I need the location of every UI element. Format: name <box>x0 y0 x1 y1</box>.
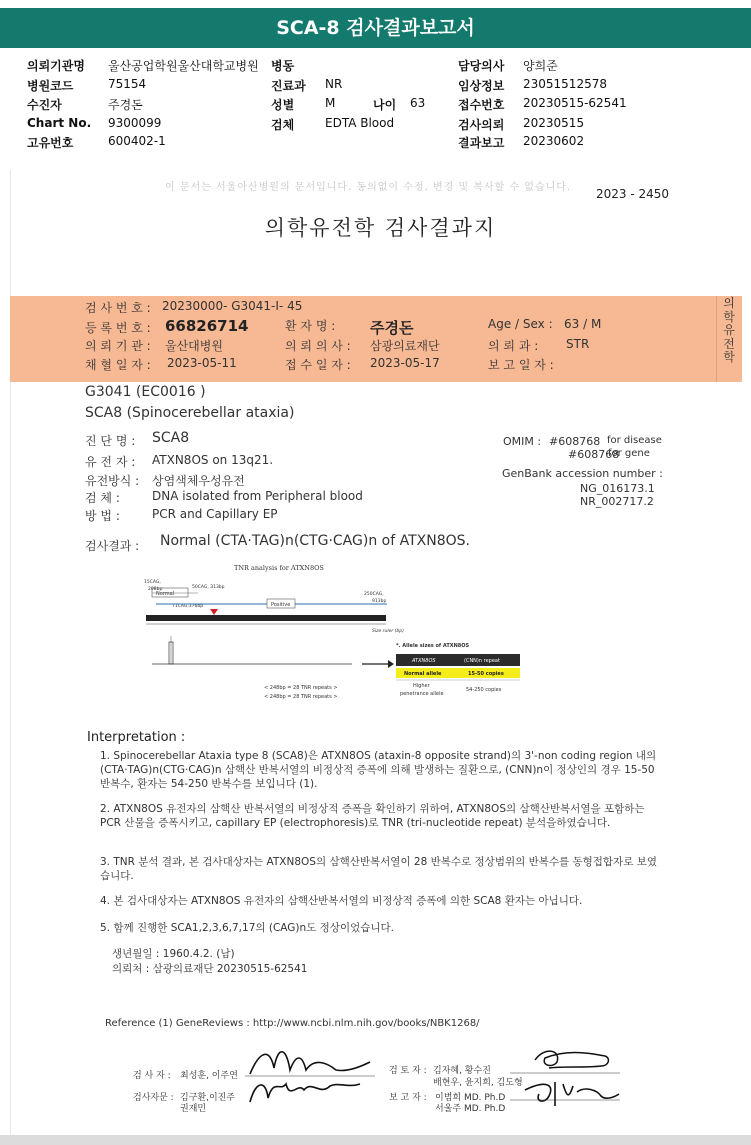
value-request-date: 20230515 <box>523 116 585 130</box>
genbank-label: GenBank accession number : <box>502 467 663 480</box>
reg-no-label: 등 록 번 호 : <box>85 321 151 335</box>
value-specimen: EDTA Blood <box>325 116 395 130</box>
interpretation-paragraph-1: 1. Spinocerebellar Ataxia type 8 (SCA8)은 ATXN8OS (ataxin-8 opposite strand)의 3'-non coding region 내의 (CTA·TAG)n(CTG·CAG)n 삼핵산 반복서열의 비정상적 증폭에 의해 발생하는 질환으로, (CNN)n이 정상인의 경우 15-50 반복수, 환자는 54-250 반복수를 보입니다 (1). <box>100 750 657 790</box>
gene: ATXN8OS on 13q21. <box>152 453 274 467</box>
fig-label-normal: Normal <box>156 591 175 597</box>
label-ward: 병동 <box>271 59 295 73</box>
interpretation-paragraph-5: 5. 함께 진행한 SCA1,2,3,6,7,17의 (CAG)n도 정상이었습니다. <box>100 922 394 934</box>
advisor-2: 권재민 <box>180 1104 207 1114</box>
omim-gene-note: for gene <box>608 448 650 459</box>
dept-label: 의 뢰 과 : <box>488 339 539 353</box>
label-specimen: 검체 <box>271 118 295 132</box>
bottom-strip <box>0 1135 751 1145</box>
age-sex: 63 / M <box>564 317 602 331</box>
interpretation-paragraph-4: 4. 본 검사대상자는 ATXN8OS 유전자의 삼핵산반복서열의 비정상적 증폭에 의한 SCA8 환자는 아닙니다. <box>100 895 583 907</box>
collect-date: 2023-05-11 <box>167 356 237 370</box>
doctor: 삼광의료재단 <box>370 339 440 353</box>
examiner-signatures <box>240 1040 380 1115</box>
size-ruler-bar <box>146 615 386 621</box>
allele-table-title: *. Allele sizes of ATXN8OS <box>396 643 470 649</box>
allele-higher-label-a: Higher <box>413 683 430 689</box>
inst: 울산대병원 <box>165 339 223 353</box>
allele-higher-label-b: penetrance allele <box>400 691 444 697</box>
value-clinical-info: 23051512578 <box>523 77 607 91</box>
document-number: 2023 - 2450 <box>596 187 670 201</box>
diag: SCA8 <box>152 430 190 446</box>
omim-label: OMIM : <box>503 435 542 448</box>
inst-label: 의 뢰 기 관 : <box>85 339 151 353</box>
receive-date: 2023-05-17 <box>370 356 440 370</box>
fig-label-15cag: 15CAG, <box>144 580 161 585</box>
examiner: 최성훈, 이주연 <box>180 1071 238 1081</box>
allele-normal-label: Normal allele <box>404 671 442 677</box>
fig-label-913bp: 913bp <box>372 599 387 604</box>
label-report-date: 결과보고 <box>458 136 505 150</box>
reporter-label: 보 고 자 : <box>389 1093 427 1103</box>
interpretation-title: Interpretation : <box>87 730 186 745</box>
genbank-1: NG_016173.1 <box>580 482 655 495</box>
method-label: 방 법 : <box>85 509 120 523</box>
reporter-2: 서울주 MD. Ph.D <box>435 1104 506 1114</box>
collect-label: 채 혈 일 자 : <box>85 358 151 372</box>
birth-date: 생년월일 : 1960.4.2. (남) <box>112 948 235 960</box>
value-department: NR <box>325 77 343 91</box>
result-label: 검사결과 : <box>85 539 140 553</box>
arrow-head <box>388 660 394 668</box>
interpretation-paragraph-2: 2. ATXN8OS 유전자의 삼핵산 반복서열의 비정상적 증폭을 확인하기 위하여, ATXN8OS의 삼핵산반복서열을 포함하는 PCR 산물을 증폭시키고, capillary EP (electrophoresis)로 TNR (tri-nucleotide repeat) 분석을하였습니다. <box>100 803 645 829</box>
allele-normal-copies: 15-50 copies <box>468 671 504 677</box>
omim-gene: #608768 <box>568 448 620 461</box>
fig-label-positive: Positive <box>271 602 291 608</box>
label-hospital-code: 병원코드 <box>27 79 74 93</box>
fig-label-ruler: Size ruler (bp) <box>372 629 404 634</box>
document-title: 의학유전학 검사결과지 <box>264 216 497 240</box>
omim-disease: #608768 <box>549 435 601 448</box>
value-patient: 주경돈 <box>108 98 143 112</box>
genbank-2: NR_002717.2 <box>580 495 654 508</box>
value-receipt-no: 20230515-62541 <box>523 96 627 110</box>
value-sex: M <box>325 96 336 110</box>
test-no: 20230000- G3041-I- 45 <box>162 299 303 313</box>
diag-label: 진 단 명 : <box>85 434 136 448</box>
inherit-label: 유전방식 : <box>85 474 140 488</box>
tnr-analysis-figure <box>142 562 532 707</box>
side-tab-text: 의학유전학 <box>723 296 735 365</box>
test-name: SCA8 (Spinocerebellar ataxia) <box>85 405 295 421</box>
value-chart-no: 9300099 <box>108 116 162 130</box>
label-sex: 성별 <box>271 98 295 112</box>
reporter-1: 이범희 MD. Ph.D <box>435 1093 506 1103</box>
test-no-label: 검 사 번 호 : <box>85 301 151 315</box>
method: PCR and Capillary EP <box>152 507 278 521</box>
fig-label-50cag: 50CAG, 313bp <box>192 585 225 590</box>
dept: STR <box>566 337 590 351</box>
label-chart-no: Chart No. <box>27 116 92 130</box>
allele-col-1: ATXN8OS <box>412 658 436 664</box>
fig-label-repeat-2: < 248bp = 28 TNR repeats > <box>264 694 338 700</box>
advisor-label: 검사자문 : <box>133 1093 174 1103</box>
value-age: 63 <box>410 96 426 110</box>
label-doctor: 담당의사 <box>458 59 505 73</box>
label-clinical-info: 임상정보 <box>458 79 505 93</box>
value-institution: 울산공업학원울산대학교병원 <box>108 59 259 73</box>
report-label: 보 고 일 자 : <box>488 358 554 372</box>
test-code: G3041 (EC0016 ) <box>85 384 206 400</box>
specimen: DNA isolated from Peripheral blood <box>152 489 363 503</box>
value-doctor: 양희준 <box>523 59 558 73</box>
label-patient: 수진자 <box>27 98 62 112</box>
inherit: 상염색체우성유전 <box>152 474 245 488</box>
fig-label-250cag: 250CAG, <box>364 592 384 597</box>
reg-no: 66826714 <box>165 317 249 335</box>
value-unique-no: 600402-1 <box>108 134 166 148</box>
report-title: SCA-8 검사결과보고서 <box>0 8 751 48</box>
reviewer-1: 김자혜, 황수진 <box>433 1066 491 1076</box>
examiner-label: 검 사 자 : <box>133 1071 171 1081</box>
label-unique-no: 고유번호 <box>27 136 74 150</box>
label-institution: 의뢰기관명 <box>27 59 85 73</box>
reviewer-signatures <box>505 1040 625 1115</box>
value-hospital-code: 75154 <box>108 77 147 91</box>
label-department: 진료과 <box>271 79 306 93</box>
receive-label: 접 수 일 자 : <box>285 358 351 372</box>
copyright-notice: 이 문서는 서울아산병원의 문서입니다. 동의없이 수정, 변경 및 복사할 수 없습니다. <box>165 182 572 193</box>
reference: Reference (1) GeneReviews : http://www.ncbi.nlm.nih.gov/books/NBK1268/ <box>105 1018 480 1029</box>
result: Normal (CTA·TAG)n(CTG·CAG)n of ATXN8OS. <box>160 533 470 549</box>
specimen-label: 검 체 : <box>85 491 120 505</box>
patient-name: 주경돈 <box>370 319 414 337</box>
label-receipt-no: 접수번호 <box>458 98 505 112</box>
allele-higher-copies: 54-250 copies <box>466 687 502 693</box>
patient-name-label: 환 자 명 : <box>285 319 336 333</box>
referrer: 의뢰처 : 삼광의료재단 20230515-62541 <box>112 963 308 975</box>
marker-arrow <box>210 609 218 615</box>
value-report-date: 20230602 <box>523 134 585 148</box>
doctor-label: 의 뢰 의 사 : <box>285 339 351 353</box>
advisor-1: 김구환,이진주 <box>180 1093 236 1103</box>
fig-label-71cag: 71CAG,376bp <box>172 604 204 609</box>
reviewer-label: 검 토 자 : <box>389 1066 427 1076</box>
figure-title: TNR analysis for ATXN8OS <box>234 564 324 572</box>
reviewer-2: 배현우, 윤지희, 김도형 <box>433 1078 523 1088</box>
interpretation-paragraph-3: 3. TNR 분석 결과, 본 검사대상자는 ATXN8OS의 삼핵산반복서열이 28 반복수로 정상범위의 반복수를 동형접합자로 보였습니다. <box>100 856 657 882</box>
omim-disease-note: for disease <box>607 435 662 446</box>
label-request-date: 검사의뢰 <box>458 118 505 132</box>
allele-col-2: (CNN)n repeat <box>464 658 500 664</box>
gene-label: 유 전 자 : <box>85 455 136 469</box>
age-sex-label: Age / Sex : <box>488 317 553 331</box>
fig-label-repeat-1: < 248bp = 28 TNR repeats > <box>264 685 338 691</box>
label-age: 나이 <box>373 98 397 112</box>
fig-label-208bp: 208bp <box>148 587 163 592</box>
